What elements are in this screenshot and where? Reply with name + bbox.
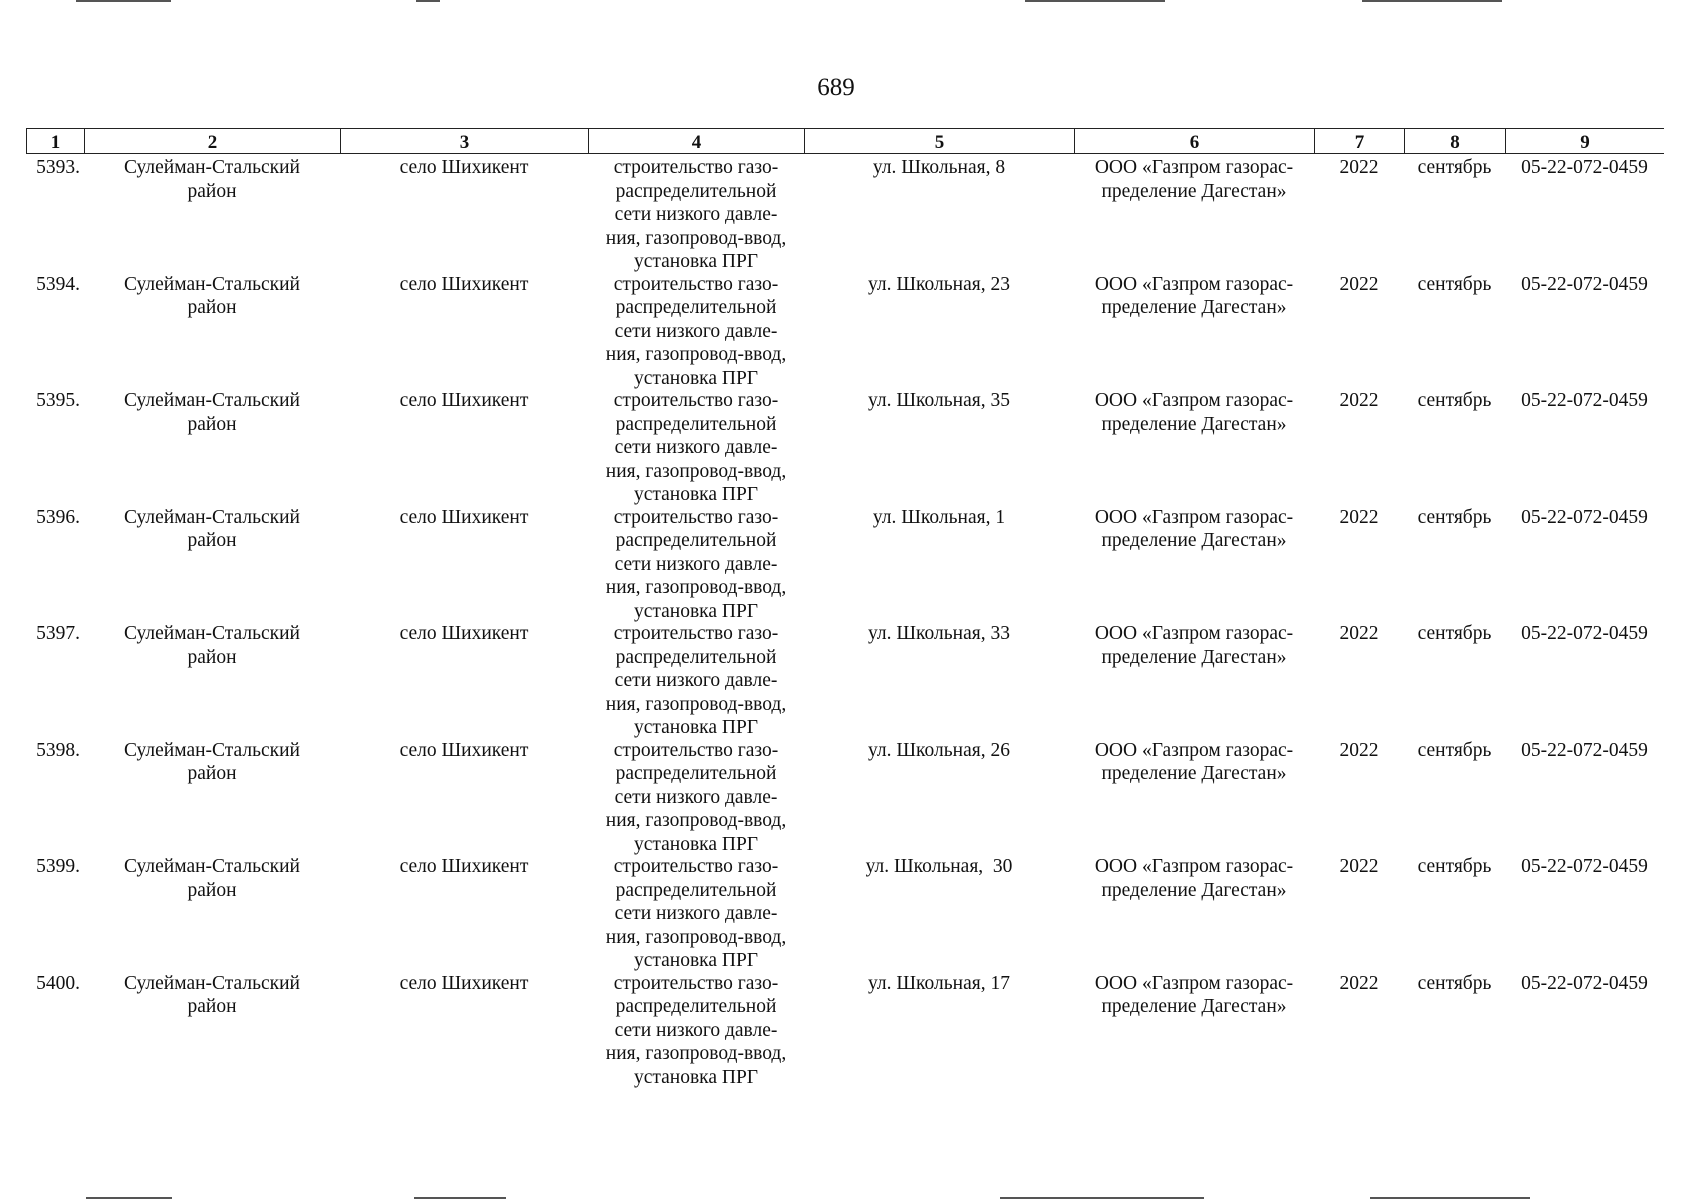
- scan-edge-line: [86, 1197, 172, 1199]
- column-header-6: 6: [1074, 129, 1314, 153]
- table-row: [26, 737, 1664, 854]
- code-cell: 05-22-072-0459: [1521, 856, 1648, 877]
- year-cell: 2022: [1339, 157, 1379, 178]
- month-cell: сентябрь: [1417, 157, 1492, 178]
- year-cell: 2022: [1339, 506, 1379, 528]
- table-body: [26, 154, 1664, 1086]
- district-cell: Сулейман-Стальский район: [124, 157, 300, 202]
- year-cell: 2022: [1339, 390, 1379, 411]
- year-cell: 2022: [1339, 856, 1379, 877]
- work-description-cell: строительство газо- распределительной сети низкого давле- ния, газопровод-ввод, установка ПРГ: [605, 739, 787, 855]
- year-cell: 2022: [1339, 739, 1379, 761]
- scan-edge-line: [414, 1197, 506, 1199]
- table-row: [26, 271, 1664, 388]
- month-cell: сентябрь: [1417, 856, 1492, 877]
- month-cell: сентябрь: [1417, 273, 1492, 295]
- month-cell: сентябрь: [1417, 739, 1492, 761]
- district-cell: Сулейман-Стальский район: [124, 623, 300, 668]
- year-cell: 2022: [1339, 623, 1379, 644]
- organization-cell: ООО «Газпром газорас- пределение Дагестан»: [1094, 506, 1294, 551]
- scan-edge-line: [76, 0, 171, 2]
- code-cell: 05-22-072-0459: [1521, 739, 1648, 761]
- organization-cell: ООО «Газпром газорас- пределение Дагестан»: [1094, 390, 1294, 435]
- code-cell: 05-22-072-0459: [1521, 623, 1648, 644]
- district-cell: Сулейман-Стальский район: [124, 856, 300, 901]
- table-row: [26, 387, 1664, 504]
- work-description-cell: строительство газо- распределительной сети низкого давле- ния, газопровод-ввод, установка ПРГ: [605, 623, 787, 738]
- column-header-8: 8: [1404, 129, 1505, 153]
- work-description-cell: строительство газо- распределительной сети низкого давле- ния, газопровод-ввод, установка ПРГ: [605, 972, 787, 1088]
- scan-edge-line: [1362, 0, 1502, 2]
- row-number: 5396.: [36, 506, 80, 528]
- scan-edge-line: [1370, 1197, 1530, 1199]
- district-cell: Сулейман-Стальский район: [124, 739, 300, 784]
- scan-edge-line: [1025, 0, 1165, 2]
- district-cell: Сулейман-Стальский район: [124, 506, 300, 551]
- work-description-cell: строительство газо- распределительной сети низкого давле- ния, газопровод-ввод, установка ПРГ: [605, 506, 787, 622]
- table-row: [26, 154, 1664, 271]
- column-header-4: 4: [588, 129, 804, 153]
- code-cell: 05-22-072-0459: [1521, 273, 1648, 295]
- settlement-cell: село Шихикент: [399, 739, 529, 761]
- column-header-3: 3: [340, 129, 588, 153]
- code-cell: 05-22-072-0459: [1521, 972, 1648, 994]
- address-cell: ул. Школьная, 30: [865, 856, 1013, 877]
- address-cell: ул. Школьная, 23: [868, 273, 1010, 295]
- work-description-cell: строительство газо- распределительной сети низкого давле- ния, газопровод-ввод, установка ПРГ: [605, 157, 787, 272]
- table-row: [26, 504, 1664, 621]
- month-cell: сентябрь: [1417, 623, 1492, 644]
- table-row: [26, 970, 1664, 1087]
- row-number: 5397.: [36, 623, 80, 644]
- table-row: [26, 620, 1664, 737]
- column-header-2: 2: [84, 129, 340, 153]
- work-description-cell: строительство газо- распределительной сети низкого давле- ния, газопровод-ввод, установка ПРГ: [605, 390, 787, 505]
- address-cell: ул. Школьная, 17: [868, 972, 1010, 994]
- address-cell: ул. Школьная, 35: [868, 390, 1010, 411]
- table-row: [26, 853, 1664, 970]
- work-description-cell: строительство газо- распределительной сети низкого давле- ния, газопровод-ввод, установка ПРГ: [605, 273, 787, 389]
- registry-table: [26, 128, 1664, 1086]
- settlement-cell: село Шихикент: [399, 273, 529, 295]
- address-cell: ул. Школьная, 1: [872, 506, 1006, 528]
- work-description-cell: строительство газо- распределительной сети низкого давле- ния, газопровод-ввод, установка ПРГ: [605, 856, 787, 971]
- month-cell: сентябрь: [1417, 390, 1492, 411]
- organization-cell: ООО «Газпром газорас- пределение Дагестан»: [1094, 739, 1294, 784]
- district-cell: Сулейман-Стальский район: [124, 390, 300, 435]
- organization-cell: ООО «Газпром газорас- пределение Дагестан»: [1094, 972, 1294, 1017]
- organization-cell: ООО «Газпром газорас- пределение Дагестан»: [1094, 623, 1294, 668]
- column-header-7: 7: [1314, 129, 1404, 153]
- address-cell: ул. Школьная, 8: [872, 157, 1006, 178]
- column-header-9: 9: [1505, 129, 1664, 153]
- district-cell: Сулейман-Стальский район: [124, 972, 300, 1017]
- month-cell: сентябрь: [1417, 972, 1492, 994]
- settlement-cell: село Шихикент: [399, 856, 529, 877]
- year-cell: 2022: [1339, 972, 1379, 994]
- organization-cell: ООО «Газпром газорас- пределение Дагестан»: [1094, 856, 1294, 901]
- row-number: 5393.: [36, 157, 80, 178]
- row-number: 5399.: [36, 856, 80, 877]
- settlement-cell: село Шихикент: [399, 972, 529, 994]
- column-header-1: 1: [26, 129, 84, 153]
- code-cell: 05-22-072-0459: [1521, 157, 1648, 178]
- month-cell: сентябрь: [1417, 506, 1492, 528]
- settlement-cell: село Шихикент: [399, 157, 529, 178]
- year-cell: 2022: [1339, 273, 1379, 295]
- organization-cell: ООО «Газпром газорас- пределение Дагестан»: [1094, 157, 1294, 202]
- code-cell: 05-22-072-0459: [1521, 506, 1648, 528]
- column-header-5: 5: [804, 129, 1074, 153]
- row-number: 5398.: [36, 739, 80, 761]
- scan-edge-line: [1000, 1197, 1204, 1199]
- page-number: 689: [817, 74, 855, 101]
- settlement-cell: село Шихикент: [399, 506, 529, 528]
- scan-edge-line: [416, 0, 440, 2]
- settlement-cell: село Шихикент: [399, 390, 529, 411]
- settlement-cell: село Шихикент: [399, 623, 529, 644]
- address-cell: ул. Школьная, 33: [868, 623, 1010, 644]
- row-number: 5394.: [36, 273, 80, 295]
- organization-cell: ООО «Газпром газорас- пределение Дагестан»: [1094, 273, 1294, 318]
- code-cell: 05-22-072-0459: [1521, 390, 1648, 411]
- address-cell: ул. Школьная, 26: [868, 739, 1010, 761]
- row-number: 5400.: [36, 972, 80, 994]
- table-header: [26, 128, 1664, 154]
- district-cell: Сулейман-Стальский район: [124, 273, 300, 318]
- row-number: 5395.: [36, 390, 80, 411]
